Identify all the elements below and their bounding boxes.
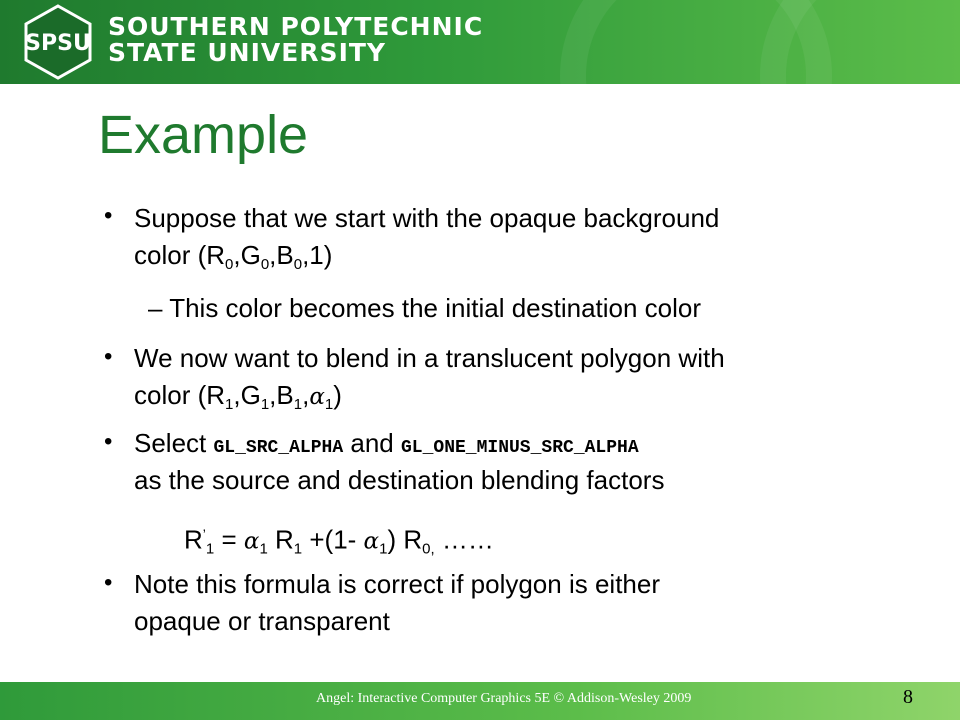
bullet-2-line2: color $(R_1,G_1,B_1,\alpha_1)$: [134, 380, 342, 413]
bullet-dot: •: [104, 569, 113, 596]
bullet-dot: •: [104, 428, 113, 455]
sub-bullet-1: – This color becomes the initial destination color: [148, 293, 702, 323]
blend-formula: $R^’_1 = \alpha_1$ $R_1 +(1-$ $\alpha_1$) $R_{0,}$ ……: [184, 524, 494, 558]
footer-credit: Angel: Interactive Computer Graphics 5E © Addison-Wesley 2009: [316, 691, 692, 706]
bullet-4-line1: Note this formula is correct if polygon is either: [134, 569, 660, 599]
university-name-line2: STATE UNIVERSITY: [108, 38, 387, 67]
bullet-1-line1: Suppose that we start with the opaque background: [134, 203, 720, 233]
bullet-dot: •: [104, 202, 113, 229]
bullet-2-line1: We now want to blend in a translucent polygon with: [134, 343, 725, 373]
bullet-1-line2: color $(R_0,G_0,B_0,1)$: [134, 240, 333, 273]
logo-text: SPSU: [25, 31, 91, 56]
university-name-line1: SOUTHERN POLYTECHNIC: [108, 12, 484, 41]
header-banner: [0, 0, 960, 84]
bullet-3-line2: as the source and destination blending factors: [134, 465, 665, 495]
slide-title: Example: [98, 105, 309, 165]
page-number: 8: [903, 686, 913, 708]
banner-decoration: [760, 0, 960, 84]
bullet-dot: •: [104, 343, 113, 370]
footer-bar: [0, 682, 960, 720]
bullet-3-line1: Select GL_SRC_ALPHA and GL_ONE_MINUS_SRC_ALPHA: [134, 428, 639, 458]
spsu-logo: [20, 4, 96, 80]
bullet-4-line2: opaque or transparent: [134, 606, 390, 636]
